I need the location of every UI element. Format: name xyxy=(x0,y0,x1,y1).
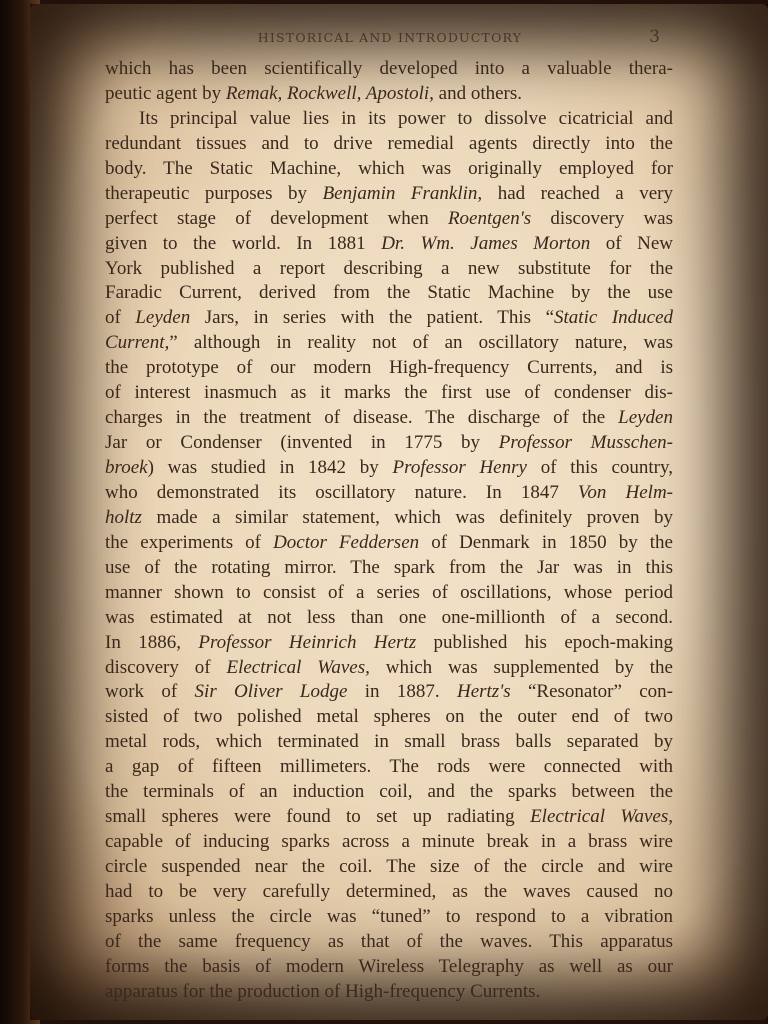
text-line xyxy=(105,281,673,306)
italic-text: Electrical Waves, xyxy=(530,806,673,828)
text-segment: sisted of two polished metal spheres on the outer end of two xyxy=(105,706,673,728)
text-line xyxy=(105,581,673,606)
text-segment: metal rods, which terminated in small brass balls separated by xyxy=(105,731,673,753)
text-line xyxy=(105,855,673,880)
text-line xyxy=(105,331,673,356)
text-segment: which was supplemented by the xyxy=(369,656,673,678)
text-segment: discovery was xyxy=(531,207,674,229)
text-segment: in 1887. xyxy=(347,681,457,703)
italic-text: Hertz's xyxy=(456,681,511,703)
text-line xyxy=(105,606,673,631)
text-segment: had to be very carefully determined, as the waves caused no xyxy=(105,880,673,902)
text-line xyxy=(105,905,673,930)
text-line xyxy=(105,82,673,107)
text-segment: was estimated at not less than one one-millionth of a second. xyxy=(105,606,673,628)
text-segment: “Resonator” con- xyxy=(510,681,673,703)
body-text xyxy=(105,57,673,1005)
italic-text: broek xyxy=(105,457,148,478)
text-line xyxy=(105,306,673,331)
text-segment: perfect stage of development when xyxy=(105,207,448,229)
italic-text: Electrical Waves, xyxy=(226,656,370,678)
text-segment: had reached a very xyxy=(482,182,674,204)
text-segment: small spheres were found to set up radiating xyxy=(105,806,531,828)
text-line xyxy=(105,631,673,656)
italic-text: Professor Henry xyxy=(392,457,527,478)
text-segment: circle suspended near the coil. The size of the circle and wire xyxy=(105,856,673,877)
italic-text: Remak, Rockwell, Apostoli, xyxy=(225,82,434,104)
text-line xyxy=(105,481,673,506)
text-line xyxy=(105,755,673,780)
text-line xyxy=(105,257,673,282)
italic-text: Professor Musschen- xyxy=(498,432,673,454)
text-segment: given to the world. In 1881 xyxy=(105,232,382,254)
text-segment: York published a report describing a new substitute for the xyxy=(105,257,673,279)
text-segment: therapeutic purposes by xyxy=(105,182,323,204)
text-segment: the terminals of an induction coil, and the sparks between the xyxy=(105,781,673,803)
running-head: HISTORICAL AND INTRODUCTORY xyxy=(257,30,523,45)
text-segment: and others. xyxy=(433,82,523,104)
text-line xyxy=(105,406,673,431)
text-line xyxy=(105,57,673,82)
italic-text: holtz xyxy=(105,506,142,528)
text-line xyxy=(105,506,673,531)
text-segment: forms the basis of modern Wireless Telegraphy as well as our xyxy=(105,955,673,977)
text-line xyxy=(105,805,673,830)
text-segment: which has been scientifically developed into a valuable thera- xyxy=(105,58,673,79)
italic-text: Dr. Wm. James Morton xyxy=(381,232,591,254)
text-line xyxy=(105,730,673,755)
text-line xyxy=(105,705,673,730)
text-line xyxy=(105,107,673,132)
italic-text: Sir Oliver Lodge xyxy=(194,681,348,703)
text-segment: a gap of fifteen millimeters. The rods were connected with xyxy=(105,756,673,778)
text-segment: Its principal value lies in its power to dissolve cicatricial and xyxy=(139,107,673,129)
text-segment: use of the rotating mirror. The spark from the Jar was in this xyxy=(105,556,673,578)
italic-text: Von Helm- xyxy=(577,481,673,503)
text-line xyxy=(105,456,673,481)
text-line xyxy=(105,880,673,905)
text-segment: Jar or Condenser (invented in 1775 by xyxy=(105,432,499,454)
text-segment: Jars, in series with the patient. This “ xyxy=(190,307,555,329)
text-segment: made a similar statement, which was definitely proven by xyxy=(141,506,673,528)
text-line xyxy=(105,381,673,406)
text-segment: work of xyxy=(105,681,195,703)
text-segment: In 1886, xyxy=(105,631,199,653)
text-line xyxy=(105,431,673,456)
text-line xyxy=(105,980,673,1005)
text-segment: of the same frequency as that of the waves. This apparatus xyxy=(105,930,673,952)
text-line xyxy=(105,232,673,257)
text-segment: peutic agent by xyxy=(105,82,226,104)
text-line xyxy=(105,930,673,955)
text-segment: the experiments of xyxy=(105,531,274,553)
italic-text: Static Induced xyxy=(554,307,674,329)
text-line xyxy=(105,955,673,980)
text-segment: apparatus for the production of High-frequency Currents. xyxy=(105,980,541,1002)
text-segment: charges in the treatment of disease. The discharge of the xyxy=(105,407,619,429)
text-segment: of Denmark in 1850 by the xyxy=(419,531,673,553)
text-segment: body. The Static Machine, which was originally employed for xyxy=(105,157,673,179)
italic-text: Leyden xyxy=(618,407,673,429)
text-segment: discovery of xyxy=(105,656,227,678)
text-segment: the prototype of our modern High-frequency Currents, and is xyxy=(105,357,673,379)
text-segment: of xyxy=(105,307,136,329)
text-segment: who demonstrated its oscillatory nature. In 1847 xyxy=(105,481,578,503)
text-segment: Faradic Current, derived from the Static Machine by the use xyxy=(105,282,673,304)
text-segment: of New xyxy=(590,232,673,254)
italic-text: Doctor Feddersen xyxy=(273,531,420,553)
text-segment: redundant tissues and to drive remedial agents directly into the xyxy=(105,132,673,154)
text-segment: ” although in reality not of an oscillatory nature, was xyxy=(169,332,673,354)
italic-text: Professor Heinrich Hertz xyxy=(198,631,417,653)
text-segment: of interest inasmuch as it marks the first use of condenser dis- xyxy=(105,382,673,404)
page-number: 3 xyxy=(649,27,660,47)
italic-text: Roentgen's xyxy=(447,207,532,229)
italic-text: Leyden xyxy=(135,307,191,329)
text-segment: capable of inducing sparks across a minute break in a brass wire xyxy=(105,831,673,853)
text-line xyxy=(105,680,673,705)
text-segment: ) was studied in 1842 by xyxy=(147,457,393,478)
text-line xyxy=(105,132,673,157)
italic-text: Benjamin Franklin, xyxy=(322,182,483,204)
text-line xyxy=(105,830,673,855)
text-line xyxy=(105,356,673,381)
text-line xyxy=(105,556,673,581)
page-header xyxy=(110,27,670,50)
text-segment: sparks unless the circle was “tuned” to respond to a vibration xyxy=(105,905,673,927)
text-segment: published his epoch-making xyxy=(416,631,674,653)
text-line xyxy=(105,182,673,207)
text-line xyxy=(105,157,673,182)
text-line xyxy=(105,531,673,556)
text-segment: manner shown to consist of a series of oscillations, whose period xyxy=(105,581,673,603)
text-line xyxy=(105,207,673,232)
text-segment: of this country, xyxy=(526,457,673,478)
text-line xyxy=(105,780,673,805)
text-line xyxy=(105,656,673,681)
italic-text: Current, xyxy=(105,332,170,354)
